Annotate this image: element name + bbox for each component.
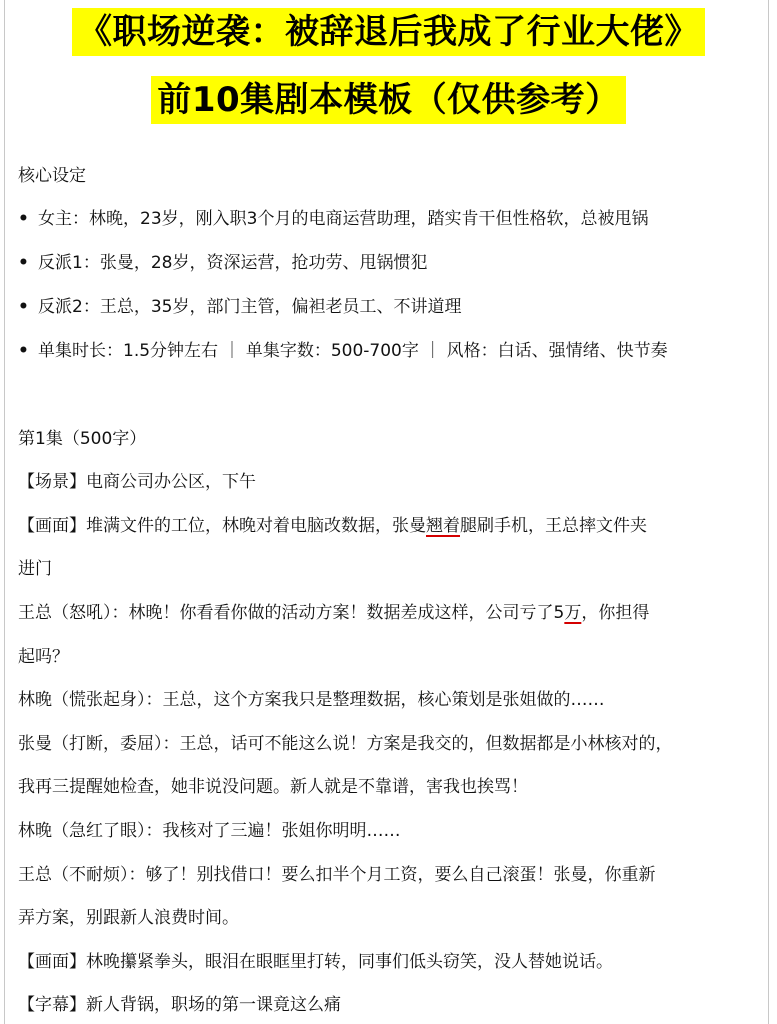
episode-heading: 第1集（500字） (18, 429, 147, 449)
title-row-2 (0, 76, 777, 124)
bullet-icon: • (18, 253, 29, 273)
settings-item: • 女主：林晚，23岁，刚入职3个月的电商运营助理，踏实肯干但性格软，总被甩锅 (18, 209, 649, 229)
dialogue-line-cont: 弄方案，别跟新人浪费时间。 (18, 908, 239, 928)
dialogue-line: 王总（怒吼）：林晚！你看看你做的活动方案！数据差成这样，公司亏了5万，你担得 (18, 603, 650, 623)
bullet-icon: • (18, 209, 29, 229)
dialogue-line-cont: 我再三提醒她检查，她非说没问题。新人就是不靠谱，害我也挨骂！ (18, 777, 528, 797)
dialogue-line-cont: 起吗？ (18, 647, 69, 667)
dialogue-line: 王总（不耐烦）：够了！别找借口！要么扣半个月工资，要么自己滚蛋！张曼，你重新 (18, 865, 656, 885)
spellcheck-underline: 万 (564, 603, 582, 623)
settings-heading: 核心设定 (18, 166, 86, 186)
settings-item: • 反派1：张曼，28岁，资深运营，抢功劳、甩锅惯犯 (18, 253, 428, 273)
settings-item: • 反派2：王总，35岁，部门主管，偏袒老员工、不讲道理 (18, 297, 462, 317)
picture-line: 【画面】林晚攥紧拳头，眼泪在眼眶里打转，同事们低头窃笑，没人替她说话。 (18, 952, 613, 972)
dialogue-line: 林晚（慌张起身）：王总，这个方案我只是整理数据，核心策划是张姐做的…… (18, 690, 605, 710)
bullet-icon: • (18, 341, 29, 361)
document-title: 《职场逆袭：被辞退后我成了行业大佬》 (72, 8, 705, 56)
picture-line-cont: 进门 (18, 559, 52, 579)
picture-line: 【画面】堆满文件的工位，林晚对着电脑改数据，张曼翘着腿刷手机，王总摔文件夹 (18, 516, 647, 536)
bullet-icon: • (18, 297, 29, 317)
spellcheck-underline: 翘着 (426, 516, 460, 536)
scene-line: 【场景】电商公司办公区，下午 (18, 472, 256, 492)
caption-line: 【字幕】新人背锅，职场的第一课竟这么痛 (18, 995, 341, 1015)
dialogue-line: 张曼（打断，委屈）：王总，话可不能这么说！方案是我交的，但数据都是小林核对的， (18, 734, 673, 754)
dialogue-line: 林晚（急红了眼）：我核对了三遍！张姐你明明…… (18, 821, 401, 841)
title-row-1 (0, 8, 777, 56)
document-subtitle: 前10集剧本模板（仅供参考） (151, 76, 625, 124)
settings-item: • 单集时长：1.5分钟左右 ｜ 单集字数：500-700字 ｜ 风格：白话、强情绪、快节奏 (18, 341, 668, 361)
left-margin-line (4, 0, 5, 1024)
